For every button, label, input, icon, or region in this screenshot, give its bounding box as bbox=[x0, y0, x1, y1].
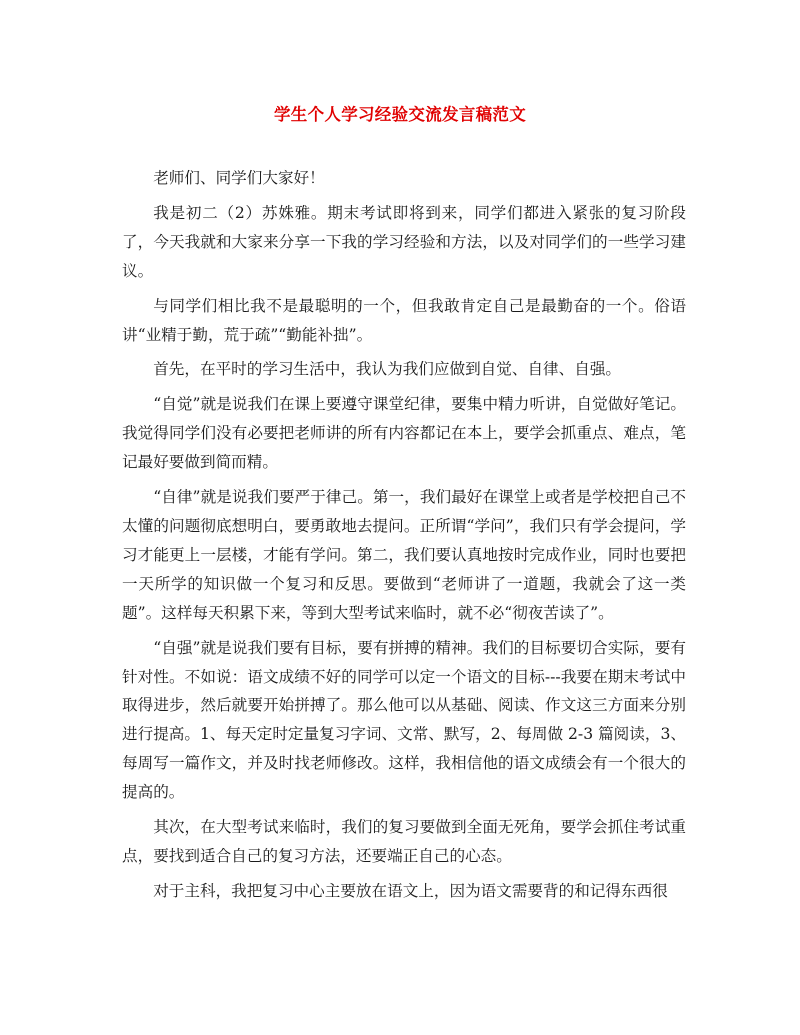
paragraph-self-awareness: “自觉”就是说我们在课上要遵守课堂纪律，要集中精力听讲，自觉做好笔记。我觉得同学们没有必要把老师讲的所有内容都记在本上，要学会抓重点、难点，笔记最好要做到简而精。 bbox=[122, 395, 686, 472]
paragraph-self-strengthening: “自强”就是说我们要有目标，要有拼搏的精神。我们的目标要切合实际，要有针对性。不如说：语文成绩不好的同学可以定一个语文的目标---我要在期末考试中取得进步，然后就要开始拼搏了。那么他可以从基础、阅读、作文这三方面来分别进行提高。1、每天定时定量复习字词、文常、默写，2、每周做 2-3 篇阅读，3、每周写一篇作文，并及时找老师修改。这样，我相信他的语文成绩会有一个很大的提高的。 bbox=[122, 638, 686, 802]
paragraph-first-point: 首先，在平时的学习生活中，我认为我们应做到自觉、自律、自强。 bbox=[153, 360, 622, 379]
paragraph-introduction: 我是初二（2）苏姝雅。期末考试即将到来，同学们都进入紧张的复习阶段了，今天我就和大家来分享一下我的学习经验和方法，以及对同学们的一些学习建议。 bbox=[122, 203, 686, 280]
paragraph-exam-review: 其次，在大型考试来临时，我们的复习要做到全面无死角，要学会抓住考试重点，要找到适合自己的复习方法，还要端正自己的心态。 bbox=[122, 818, 686, 865]
paragraph-main-subjects: 对于主科，我把复习中心主要放在语文上，因为语文需要背的和记得东西很 bbox=[153, 881, 668, 900]
document-body bbox=[122, 164, 686, 912]
paragraph-greeting: 老师们、同学们大家好！ bbox=[153, 169, 325, 187]
paragraph-diligence: 与同学们相比我不是最聪明的一个，但我敢肯定自己是最勤奋的一个。俗语讲“业精于勤，荒于疏”“勤能补拙”。 bbox=[122, 296, 686, 344]
paragraph-self-discipline: “自律”就是说我们要严于律己。第一，我们最好在课堂上或者是学校把自己不太懂的问题彻底想明白，要勇敢地去提问。正所谓“学问”，我们只有学会提问，学习才能更上一层楼，才能有学问。第二，我们要认真地按时完成作业，同时也要把一天所学的知识做一个复习和反思。要做到“老师讲了一道题，我就会了这一类题”。这样每天积累下来，等到大型考试来临时，就不必“彻夜苦读了”。 bbox=[122, 488, 686, 622]
document-title: 学生个人学习经验交流发言稿范文 bbox=[274, 105, 526, 124]
